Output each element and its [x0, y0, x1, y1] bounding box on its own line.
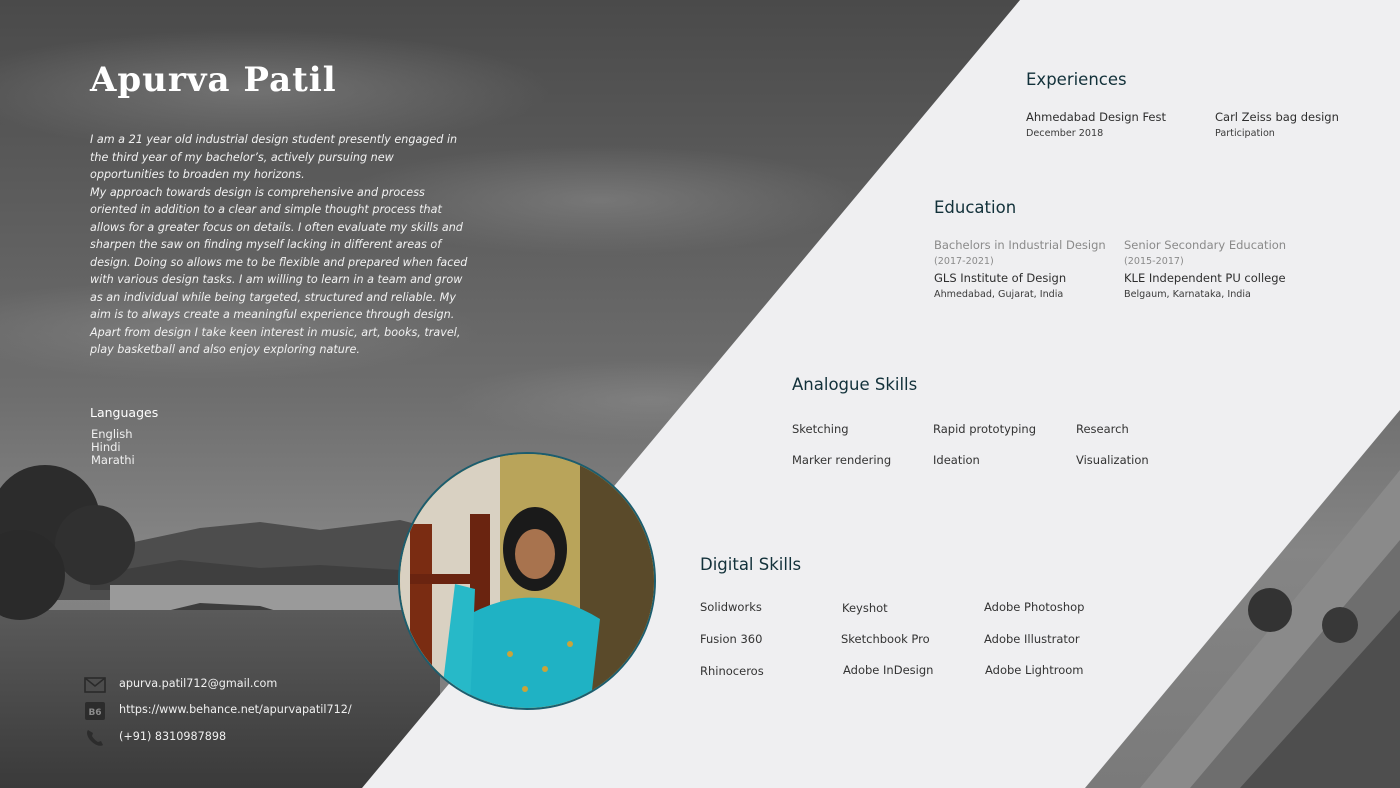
experience-title: Ahmedabad Design Fest — [1026, 110, 1167, 124]
bio-text — [90, 131, 470, 359]
digital-skill: Adobe Photoshop — [984, 600, 1085, 614]
behance-link[interactable]: https://www.behance.net/apurvapatil712/ — [119, 703, 352, 716]
digital-skills-heading: Digital Skills — [700, 555, 802, 574]
analogue-skill: Research — [1076, 422, 1129, 436]
education-school: KLE Independent PU college — [1124, 271, 1286, 285]
education-years: (2015-2017) — [1124, 256, 1184, 267]
phone-icon — [84, 728, 106, 748]
education-degree: Senior Secondary Education — [1124, 238, 1287, 252]
digital-skill: Keyshot — [842, 601, 888, 615]
experience-title: Carl Zeiss bag design — [1215, 110, 1339, 124]
analogue-skill: Visualization — [1076, 453, 1149, 467]
education-heading: Education — [934, 198, 1017, 217]
profile-photo — [398, 452, 656, 710]
digital-skill: Solidworks — [700, 600, 762, 614]
education-place: Belgaum, Karnataka, India — [1124, 289, 1251, 300]
bio-paragraph: Apart from design I take keen interest in music, art, books, travel, play basketball and also enjoy exploring nature. — [90, 325, 461, 356]
education-years: (2017-2021) — [934, 256, 994, 267]
analogue-skill: Sketching — [792, 422, 849, 436]
phone-number: (+91) 8310987898 — [119, 730, 227, 743]
analogue-skill: Marker rendering — [792, 453, 892, 467]
digital-skill: Adobe InDesign — [843, 663, 934, 677]
education-school: GLS Institute of Design — [934, 271, 1067, 285]
behance-icon — [84, 701, 106, 721]
digital-skill: Adobe Illustrator — [984, 632, 1080, 646]
experience-subtitle: December 2018 — [1026, 128, 1104, 139]
bio-paragraph: I am a 21 year old industrial design student presently engaged in the third year of my bachelor’s, actively pursuing new opportunities to broaden my horizons. — [90, 133, 458, 181]
language-item: English — [91, 427, 133, 441]
language-item: Hindi — [91, 440, 121, 454]
analogue-skill: Rapid prototyping — [933, 422, 1036, 436]
mail-icon — [84, 675, 106, 695]
digital-skill: Sketchbook Pro — [841, 632, 930, 646]
email-link[interactable]: apurva.patil712@gmail.com — [119, 677, 278, 690]
analogue-skill: Ideation — [933, 453, 980, 467]
behance-icon-label: B6 — [88, 708, 102, 718]
bio-paragraph: My approach towards design is comprehensive and process oriented in addition to a clear and simple thought process that allows for a greater focus on details. I often evaluate my skills and sharpen the saw on finding myself lacking in different areas of design. Doing so allows me to be flexible and prepared when faced with various design tasks. I am willing to learn in a team and grow as an individual while being targeted, structured and reliable. My aim is to always create a meaningful experience through design. — [90, 185, 468, 321]
analogue-skills-heading: Analogue Skills — [792, 375, 918, 394]
digital-skill: Adobe Lightroom — [985, 663, 1084, 677]
digital-skill: Fusion 360 — [700, 632, 763, 646]
languages-list — [91, 428, 135, 467]
language-item: Marathi — [91, 453, 135, 467]
experiences-heading: Experiences — [1026, 70, 1127, 89]
experience-subtitle: Participation — [1215, 128, 1275, 139]
languages-heading: Languages — [90, 405, 159, 420]
education-place: Ahmedabad, Gujarat, India — [934, 289, 1064, 300]
person-name: Apurva Patil — [90, 60, 337, 100]
education-degree: Bachelors in Industrial Design — [934, 238, 1106, 252]
digital-skill: Rhinoceros — [700, 664, 764, 678]
